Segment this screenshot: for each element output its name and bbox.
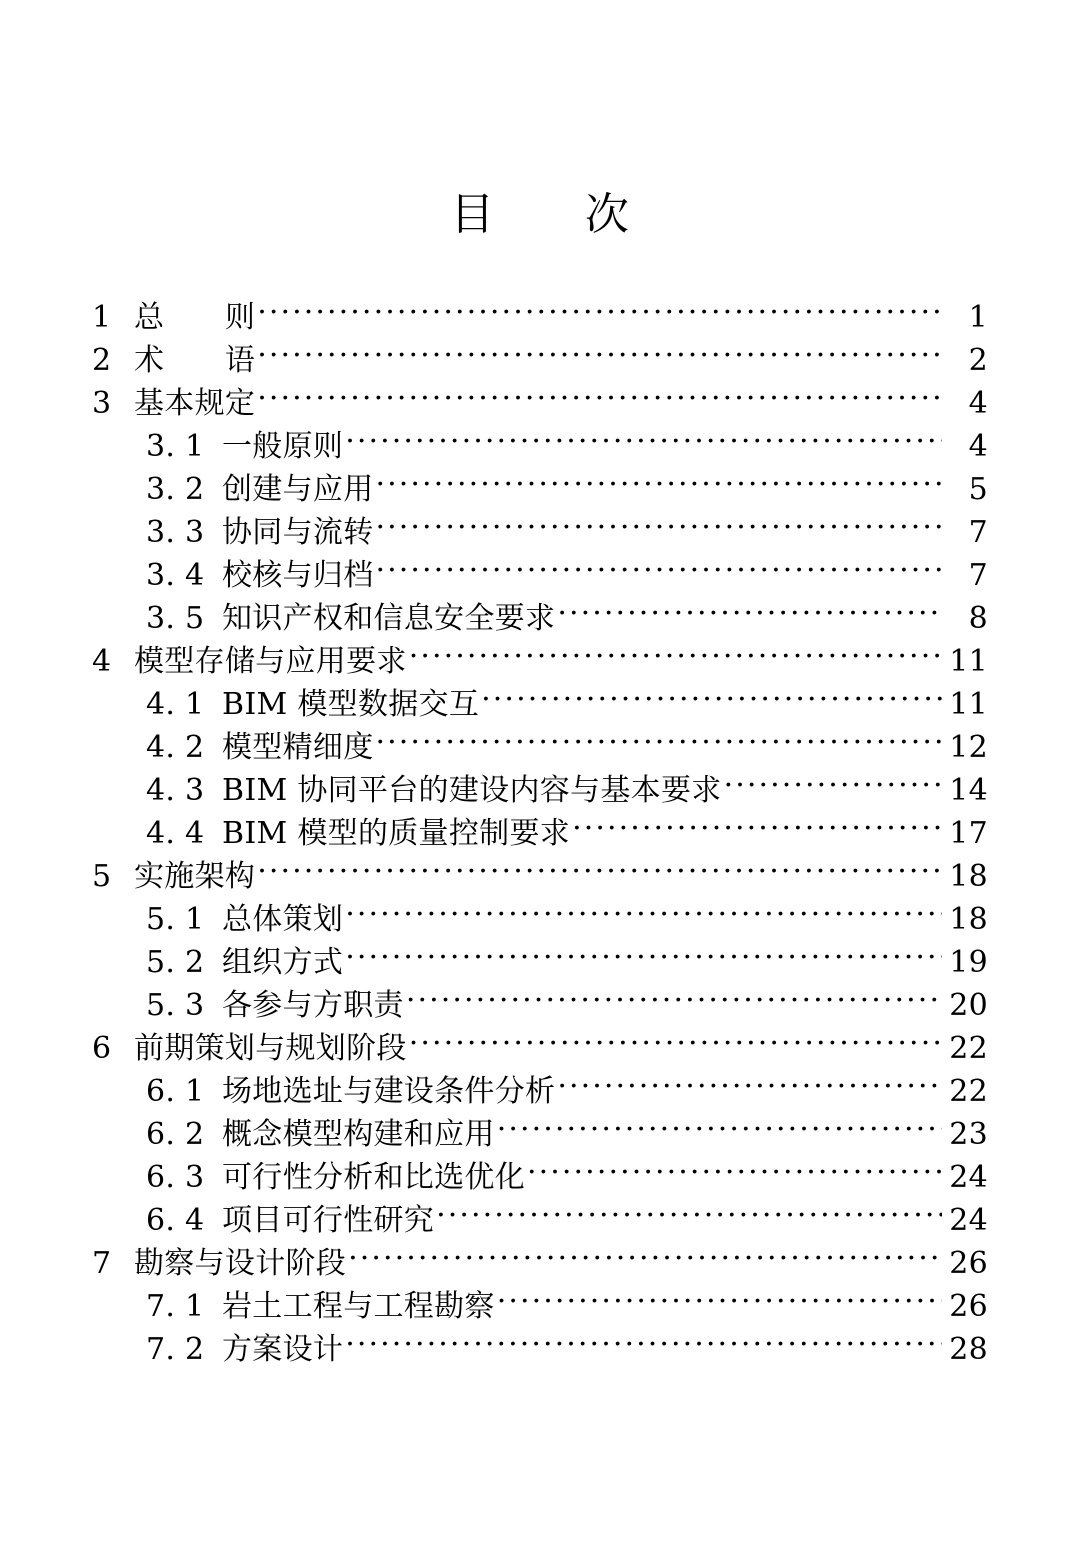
toc-dot-leader	[345, 1329, 942, 1359]
toc-entry-number: 3. 5	[146, 601, 205, 636]
toc-entry[interactable]	[92, 425, 988, 468]
toc-entry[interactable]	[92, 683, 988, 726]
toc-entry-page-number: 18	[949, 902, 988, 937]
toc-entry-page-number: 14	[949, 773, 988, 808]
toc-entry[interactable]	[92, 812, 988, 855]
toc-entry-page-number: 7	[968, 558, 988, 593]
toc-entry-page-number: 7	[968, 515, 988, 550]
toc-entry-page-number: 17	[949, 816, 988, 851]
toc-entry-label: BIM 协同平台的建设内容与基本要求	[222, 773, 722, 808]
toc-dot-leader	[376, 727, 943, 757]
toc-entry[interactable]	[92, 1285, 988, 1328]
toc-entry[interactable]	[92, 1027, 988, 1070]
toc-entry-label: 总体策划	[222, 902, 344, 937]
toc-entry-page-number: 5	[968, 472, 988, 507]
toc-entry[interactable]	[92, 382, 988, 425]
toc-entry-page-number: 4	[968, 386, 988, 421]
toc-entry-number: 7. 2	[146, 1332, 205, 1367]
toc-entry-page-number: 24	[949, 1203, 988, 1238]
toc-dot-leader	[557, 1071, 942, 1101]
toc-entry[interactable]	[92, 726, 988, 769]
toc-entry-number: 1	[92, 300, 112, 335]
toc-dot-leader	[257, 340, 942, 370]
toc-dot-leader	[345, 426, 942, 456]
toc-entry-page-number: 12	[949, 730, 988, 765]
toc-entry-page-number: 1	[968, 300, 988, 335]
toc-entry-label: 实施架构	[134, 859, 256, 894]
toc-entry-label: 创建与应用	[222, 472, 374, 507]
toc-entry[interactable]	[92, 339, 988, 382]
toc-entry[interactable]	[92, 898, 988, 941]
toc-entry-label: 可行性分析和比选优化	[222, 1160, 525, 1195]
toc-entry-label: BIM 模型数据交互	[222, 687, 480, 722]
toc-dot-leader	[527, 1157, 942, 1187]
toc-entry-label: 概念模型构建和应用	[222, 1117, 495, 1152]
toc-entry[interactable]	[92, 511, 988, 554]
toc-dot-leader	[348, 1243, 942, 1273]
toc-entry-number: 7	[92, 1246, 112, 1281]
toc-entry[interactable]	[92, 1328, 988, 1371]
toc-dot-leader	[572, 813, 942, 843]
toc-entry-number: 3. 4	[146, 558, 205, 593]
toc-dot-leader	[497, 1114, 942, 1144]
toc-entry-number: 2	[92, 343, 112, 378]
toc-entry-page-number: 26	[949, 1289, 988, 1324]
toc-entry-label: 组织方式	[222, 945, 344, 980]
toc-entry[interactable]	[92, 1113, 988, 1156]
toc-dot-leader	[481, 684, 942, 714]
toc-entry[interactable]	[92, 941, 988, 984]
toc-entry[interactable]	[92, 468, 988, 511]
toc-entry-label: 模型存储与应用要求	[134, 644, 407, 679]
toc-entry-label: 协同与流转	[222, 515, 374, 550]
toc-dot-leader	[376, 555, 943, 585]
toc-entry-page-number: 8	[968, 601, 988, 636]
toc-entry-label: 基本规定	[134, 386, 256, 421]
toc-dot-leader	[724, 770, 942, 800]
toc-dot-leader	[257, 297, 942, 327]
toc-dot-leader	[406, 985, 942, 1015]
toc-entry[interactable]	[92, 1242, 988, 1285]
toc-entry-label: 项目可行性研究	[222, 1203, 435, 1238]
toc-entry-number: 4. 4	[146, 816, 205, 851]
toc-entry-number: 5	[92, 859, 112, 894]
page-title: 目 次	[450, 189, 630, 240]
toc-entry-label: 总 则	[134, 300, 256, 335]
toc-entry-label: BIM 模型的质量控制要求	[222, 816, 571, 851]
toc-entry[interactable]	[92, 855, 988, 898]
toc-entry-label: 岩土工程与工程勘察	[222, 1289, 495, 1324]
toc-entry[interactable]	[92, 769, 988, 812]
toc-dot-leader	[376, 469, 943, 499]
toc-dot-leader	[436, 1200, 942, 1230]
toc-entry-page-number: 20	[949, 988, 988, 1023]
toc-entry-number: 3. 2	[146, 472, 205, 507]
toc-entry-page-number: 19	[949, 945, 988, 980]
toc-entry-label: 一般原则	[222, 429, 344, 464]
toc-entry-number: 3. 1	[146, 429, 205, 464]
toc-dot-leader	[376, 512, 943, 542]
toc-entry-page-number: 11	[949, 687, 988, 722]
toc-entry[interactable]	[92, 984, 988, 1027]
toc-entry-number: 6. 1	[146, 1074, 205, 1109]
toc-entry-number: 4. 1	[146, 687, 205, 722]
toc-entry[interactable]	[92, 296, 988, 339]
table-of-contents	[92, 296, 988, 1371]
toc-entry-label: 勘察与设计阶段	[134, 1246, 347, 1281]
toc-entry[interactable]	[92, 640, 988, 683]
toc-entry-label: 前期策划与规划阶段	[134, 1031, 407, 1066]
toc-entry-number: 6. 4	[146, 1203, 205, 1238]
toc-entry-number: 3	[92, 386, 112, 421]
toc-entry-page-number: 18	[949, 859, 988, 894]
toc-entry-number: 7. 1	[146, 1289, 205, 1324]
toc-entry-label: 场地选址与建设条件分析	[222, 1074, 556, 1109]
toc-entry[interactable]	[92, 1156, 988, 1199]
toc-entry-number: 4. 2	[146, 730, 205, 765]
toc-dot-leader	[345, 942, 942, 972]
toc-entry-label: 术 语	[134, 343, 256, 378]
toc-entry[interactable]	[92, 1199, 988, 1242]
toc-entry-page-number: 23	[949, 1117, 988, 1152]
toc-entry[interactable]	[92, 554, 988, 597]
toc-entry-number: 5. 1	[146, 902, 205, 937]
toc-entry-number: 6. 2	[146, 1117, 205, 1152]
toc-entry-number: 5. 3	[146, 988, 205, 1023]
toc-dot-leader	[409, 641, 942, 671]
toc-entry[interactable]	[92, 1070, 988, 1113]
toc-entry-page-number: 28	[949, 1332, 988, 1367]
toc-dot-leader	[257, 856, 942, 886]
toc-entry-number: 5. 2	[146, 945, 205, 980]
toc-dot-leader	[257, 383, 942, 413]
toc-entry-number: 4. 3	[146, 773, 205, 808]
toc-entry-page-number: 4	[968, 429, 988, 464]
toc-entry-number: 3. 3	[146, 515, 205, 550]
toc-entry-label: 各参与方职责	[222, 988, 404, 1023]
toc-entry-label: 知识产权和信息安全要求	[222, 601, 556, 636]
toc-dot-leader	[409, 1028, 942, 1058]
toc-entry-number: 6	[92, 1031, 112, 1066]
toc-dot-leader	[345, 899, 942, 929]
toc-entry-page-number: 22	[949, 1074, 988, 1109]
toc-dot-leader	[497, 1286, 942, 1316]
toc-dot-leader	[557, 598, 942, 628]
toc-entry-number: 4	[92, 644, 112, 679]
toc-entry-label: 校核与归档	[222, 558, 374, 593]
toc-entry-page-number: 24	[949, 1160, 988, 1195]
toc-entry-label: 模型精细度	[222, 730, 374, 765]
toc-entry-number: 6. 3	[146, 1160, 205, 1195]
toc-entry-page-number: 26	[949, 1246, 988, 1281]
toc-entry-label: 方案设计	[222, 1332, 344, 1367]
toc-entry-page-number: 2	[968, 343, 988, 378]
toc-entry[interactable]	[92, 597, 988, 640]
toc-entry-page-number: 11	[949, 644, 988, 679]
toc-entry-page-number: 22	[949, 1031, 988, 1066]
